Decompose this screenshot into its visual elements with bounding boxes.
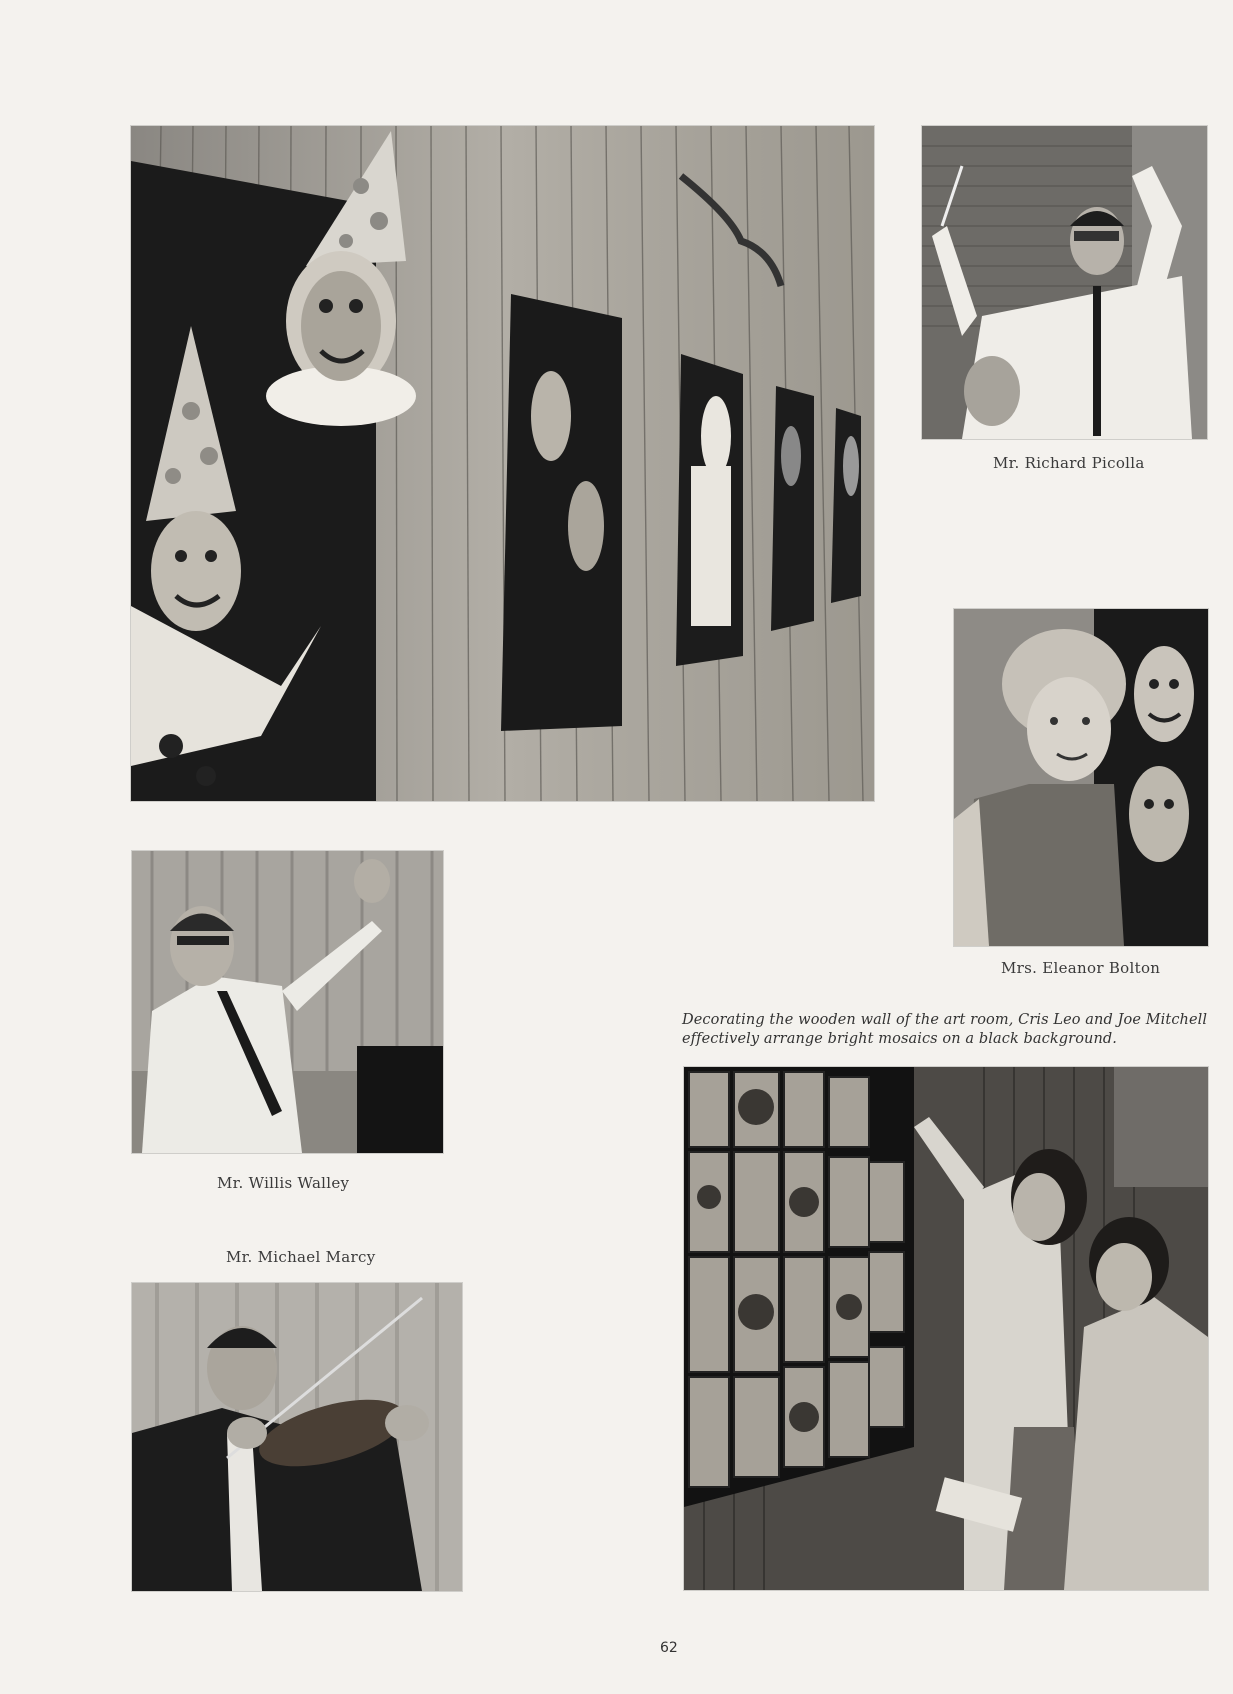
violinist-caption: Mr. Michael Marcy <box>226 1248 376 1266</box>
pianist-caption: Mr. Willis Walley <box>217 1174 350 1192</box>
violinist-photo <box>132 1283 462 1591</box>
pianist-photo <box>132 851 443 1153</box>
conductor-caption: Mr. Richard Picolla <box>993 454 1145 472</box>
teacher-masks-caption: Mrs. Eleanor Bolton <box>1001 959 1161 977</box>
art-wall-photo <box>131 126 874 801</box>
conductor-photo <box>922 126 1207 439</box>
mosaics-caption-line2: effectively arrange bright mosaics on a black background. <box>682 1031 1117 1047</box>
mosaics-caption-line1: Decorating the wooden wall of the art room, Cris Leo and Joe Mitchell <box>682 1012 1208 1028</box>
mosaics-caption <box>682 1011 1212 1049</box>
page-number: 62 <box>660 1640 678 1656</box>
teacher-masks-photo <box>954 609 1208 946</box>
mosaics-photo <box>684 1067 1208 1590</box>
